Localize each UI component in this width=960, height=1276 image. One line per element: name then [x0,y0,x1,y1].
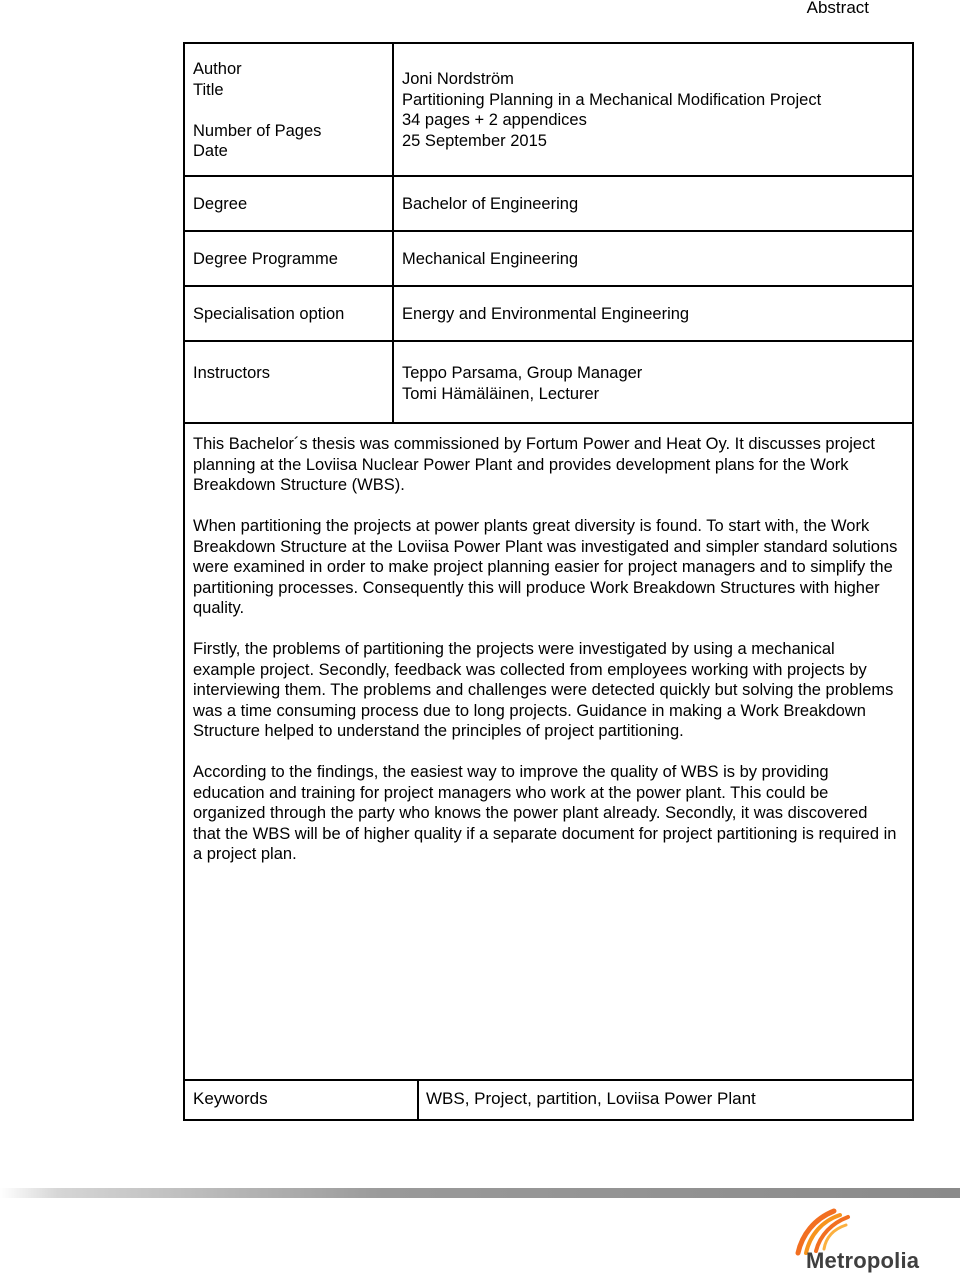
table-row-degree [185,177,912,232]
instructors-label: Instructors [193,364,271,382]
instructor-2: Tomi Hämäläinen, Lecturer [402,384,600,403]
logo-swirl [798,1211,848,1253]
abstract-paragraph: This Bachelor´s thesis was commissioned by Fortum Power and Heat Oy. It discusses project planning at the Loviisa Nuclear Power Plant and provides development plans for the Work Breakdown Structure (WBS). [193,435,875,494]
abstract-paragraph: Firstly, the problems of partitioning the projects were investigated by using a mechanical example project. Secondly, feedback was collected from employees working with projects by interviewing them. The problems and challenges were detected quickly but solving the problems was a time consuming process due to long projects. Guidance in making a Work Breakdown Structure helped to understand the principles of project partitioning. [193,640,894,740]
date-label: Date [193,142,228,160]
degree-value: Bachelor of Engineering [402,195,579,213]
title-value: Partitioning Planning in a Mechanical Modification Project [402,90,822,109]
pages-label: Number of Pages [193,121,322,140]
keywords-label: Keywords [193,1089,268,1108]
degree-label: Degree [193,195,248,213]
keywords-divider [417,1081,419,1119]
abstract-text [193,434,899,885]
abstract-form [183,42,914,1121]
spacer [193,100,383,121]
metropolia-logo-text: Metropolia [806,1248,920,1273]
keywords-row [185,1079,912,1119]
instructor-1: Teppo Parsama, Group Manager [402,364,643,382]
footer-bar [0,1188,960,1198]
pages-value: 34 pages + 2 appendices [402,111,587,129]
specialisation-label: Specialisation option [193,305,345,323]
keywords-value: WBS, Project, partition, Loviisa Power Plant [426,1089,756,1108]
author-values [402,69,902,151]
date-value: 25 September 2015 [402,131,547,150]
title-label: Title [193,80,224,99]
programme-label: Degree Programme [193,250,338,268]
page-header-label: Abstract [806,0,869,17]
author-value: Joni Nordström [402,70,514,88]
author-label: Author [193,60,242,78]
table-row-specialisation [185,287,912,342]
instructors-values [402,363,902,404]
table-row-author [185,44,912,177]
programme-value: Mechanical Engineering [402,250,579,268]
abstract-paragraph: When partitioning the projects at power plants great diversity is found. To start with, the Work Breakdown Structure at the Loviisa Power Plant was investigated and simpler standard solutions were examined in order to make project planning easier for project managers and to simplify the partitioning processes. Consequently this will produce Work Breakdown Structures with higher quality. [193,517,898,617]
table-row-programme [185,232,912,287]
author-labels [193,59,383,162]
specialisation-value: Energy and Environmental Engineering [402,305,690,323]
abstract-paragraph: According to the findings, the easiest way to improve the quality of WBS is by providing education and training for project managers who work at the power plant. This could be organized through the party who knows the power plant already. Secondly, it was discovered that the WBS will be of higher quality if a separate document for project partitioning is required in a project plan. [193,763,897,863]
table-row-instructors [185,342,912,424]
